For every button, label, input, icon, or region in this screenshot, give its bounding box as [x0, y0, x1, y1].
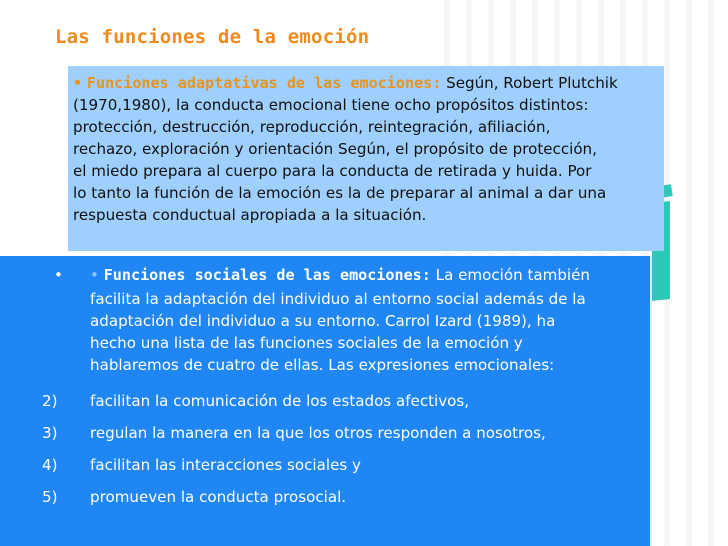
social-line-5: hablaremos de cuatro de ellas. Las expresiones emocionales: — [90, 356, 555, 374]
adaptive-bullet: • — [73, 74, 83, 92]
list-text: regulan la manera en la que los otros responden a nosotros, — [90, 424, 546, 442]
social-lead: Funciones sociales de las emociones: — [103, 266, 431, 284]
adaptive-line-5: el miedo prepara al cuerpo para la conducta de retirada y huida. Por — [73, 162, 592, 180]
adaptive-line-1 — [73, 72, 664, 94]
adaptive-line-3: protección, destrucción, reproducción, reintegración, afiliación, — [73, 118, 551, 136]
adaptive-line-4: rechazo, exploración y orientación Según, el propósito de protección, — [73, 140, 597, 158]
social-line-3: adaptación del individuo a su entorno. Carrol Izard (1989), ha — [90, 312, 556, 330]
social-marker: • — [54, 266, 63, 284]
list-item — [42, 422, 546, 444]
divider — [650, 256, 652, 546]
list-number: 2) — [42, 392, 58, 410]
list-item — [42, 486, 347, 508]
adaptive-text: Según, Robert Plutchik — [446, 74, 618, 92]
list-item — [42, 454, 361, 476]
list-number: 3) — [42, 424, 58, 442]
adaptive-line-2: (1970,1980), la conducta emocional tiene ocho propósitos distintos: — [73, 96, 589, 114]
list-number: 4) — [42, 456, 58, 474]
list-text: facilitan las interacciones sociales y — [90, 456, 361, 474]
list-text: facilitan la comunicación de los estados afectivos, — [90, 392, 470, 410]
list-item — [42, 390, 470, 412]
list-number: 5) — [42, 488, 58, 506]
slide-title: Las funciones de la emoción — [55, 26, 370, 48]
social-intro — [54, 264, 590, 286]
social-line-4: hecho una lista de las funciones sociales de la emoción y — [90, 334, 523, 352]
adaptive-lead: Funciones adaptativas de las emociones: — [86, 74, 442, 92]
list-text: promueven la conducta prosocial. — [90, 488, 347, 506]
social-line-2: facilita la adaptación del individuo al entorno social además de la — [90, 290, 586, 308]
social-bullet: • — [90, 266, 99, 284]
social-functions-box — [42, 256, 650, 546]
adaptive-functions-box — [68, 66, 664, 251]
adaptive-line-7: respuesta conductual apropiada a la situación. — [73, 206, 427, 224]
adaptive-line-6: lo tanto la función de la emoción es la de preparar al animal a dar una — [73, 184, 607, 202]
social-text: La emoción también — [435, 266, 590, 284]
